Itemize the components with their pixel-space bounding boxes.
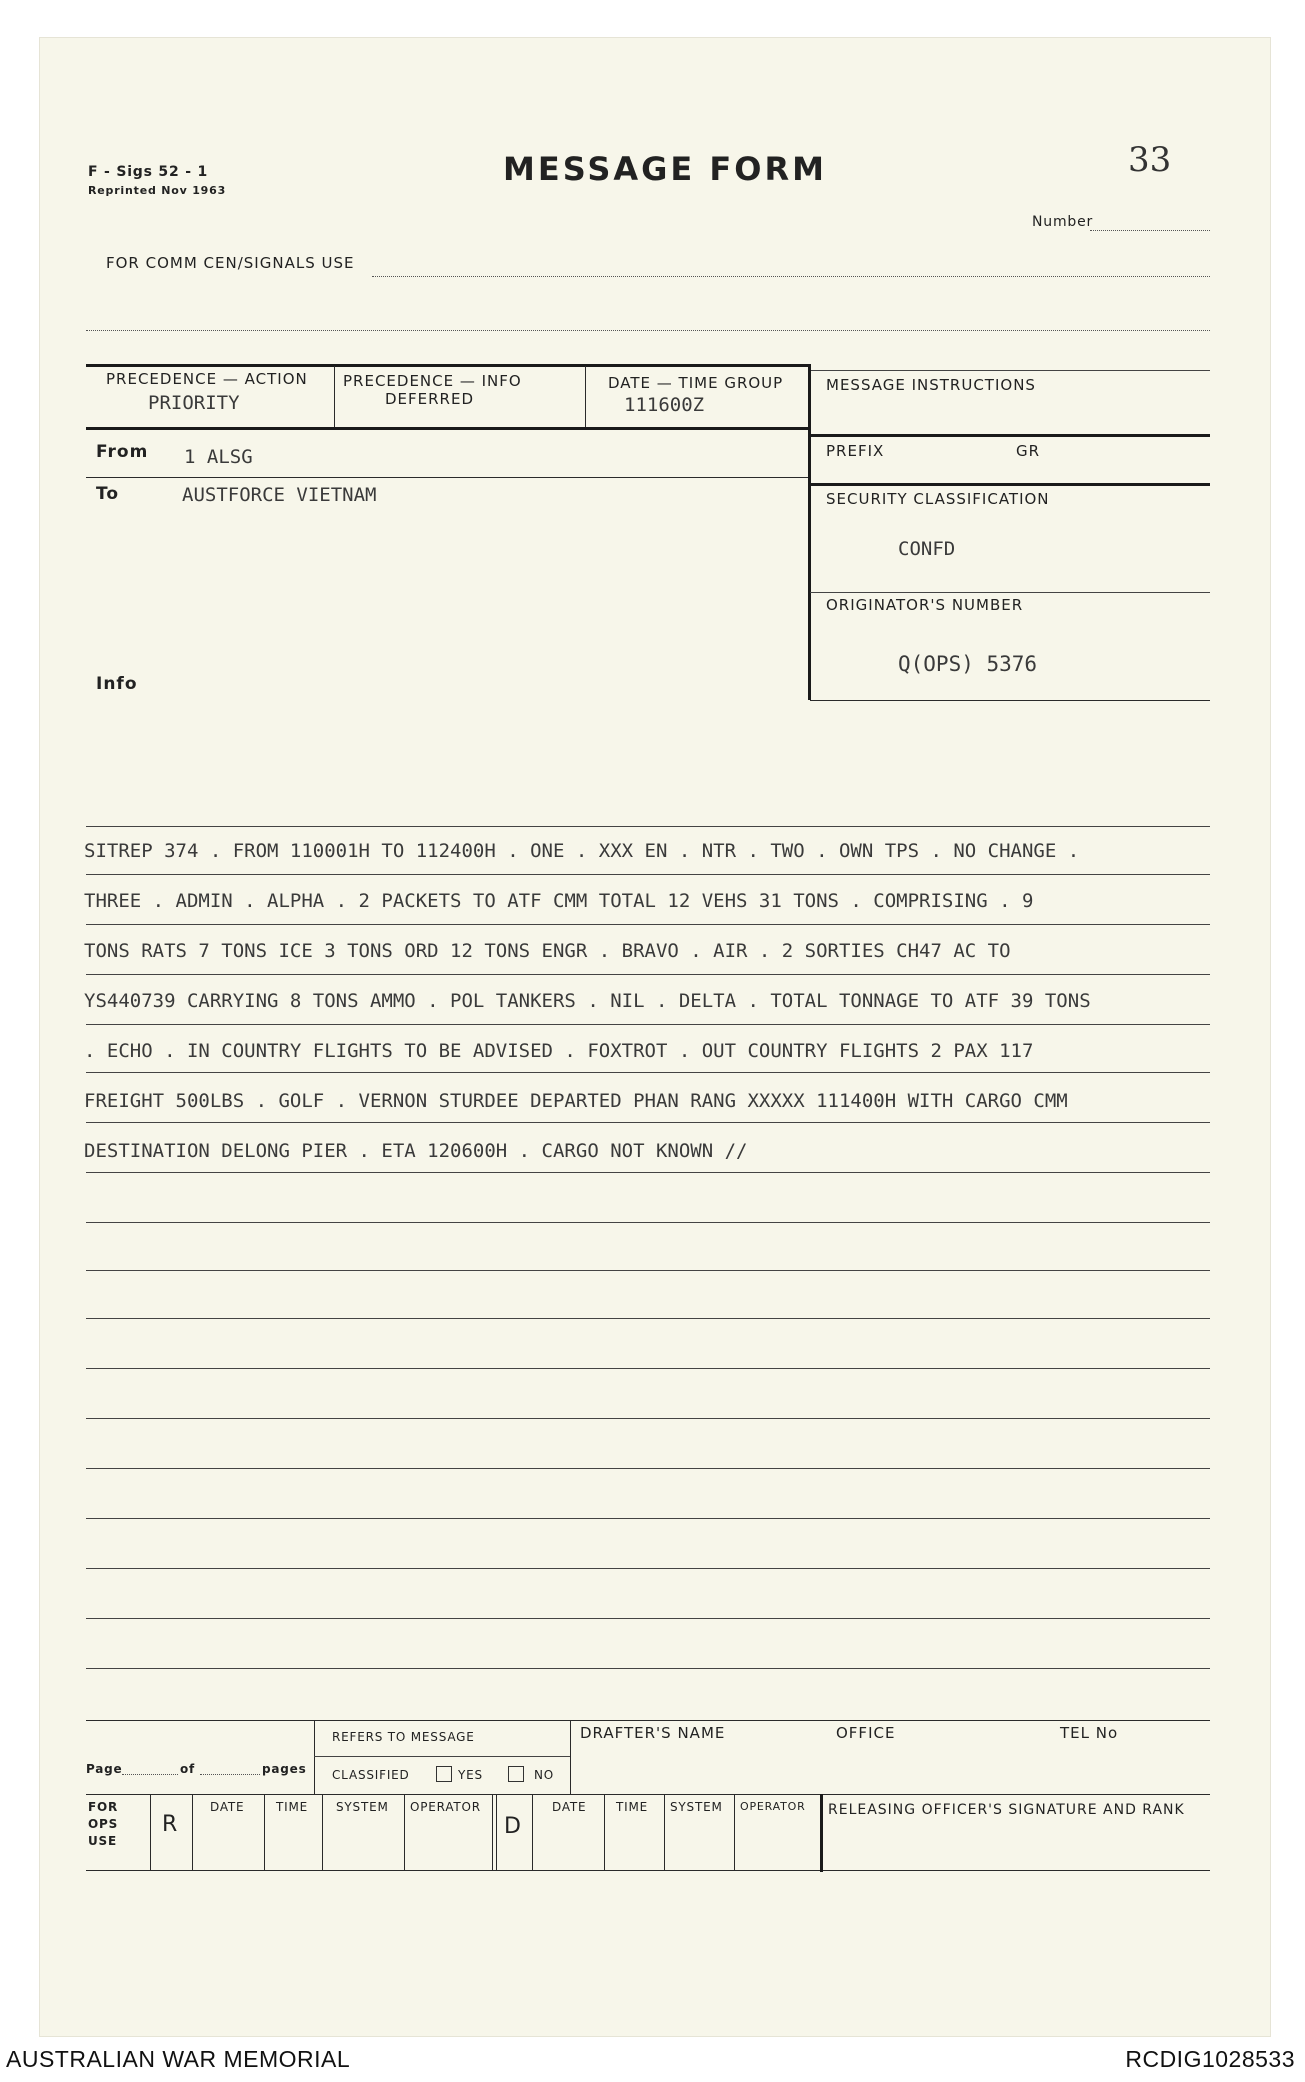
classified-no-label: NO [534, 1768, 555, 1782]
ops-col-9 [664, 1794, 665, 1870]
ops-col-8 [604, 1794, 605, 1870]
classified-yes-label: YES [458, 1768, 483, 1782]
header-bottom-border [86, 427, 810, 430]
d-system-label: SYSTEM [670, 1800, 723, 1814]
ops-block-top [86, 1794, 1210, 1795]
ops-col-6 [492, 1794, 493, 1870]
ops-col-11 [820, 1794, 823, 1872]
ops-col-1 [150, 1794, 151, 1870]
d-label: D [504, 1814, 522, 1839]
body-rule-0 [86, 826, 1210, 827]
footer-archive-name: AUSTRALIAN WAR MEMORIAL [6, 2046, 351, 2072]
message-line-3: TONS RATS 7 TONS ICE 3 TONS ORD 12 TONS ENGR . BRAVO . AIR . 2 SORTIES CH47 AC TO [84, 940, 1011, 962]
classified-no-checkbox[interactable] [508, 1766, 524, 1782]
prefix-top-line [810, 434, 1210, 437]
security-classification-value: CONFD [898, 538, 956, 560]
message-line-2: THREE . ADMIN . ALPHA . 2 PACKETS TO ATF CMM TOTAL 12 VEHS 31 TONS . COMPRISING . 9 [84, 890, 1034, 912]
page-label: Page [86, 1762, 123, 1776]
header-divider-1 [334, 366, 335, 428]
ops-label-use: USE [88, 1834, 117, 1848]
body-rule-1 [86, 874, 1210, 875]
page-number-line [122, 1774, 178, 1775]
footer-record-id: RCDIG1028533 [1125, 2046, 1295, 2072]
form-code: F - Sigs 52 - 1 [88, 164, 209, 180]
ops-label-ops: OPS [88, 1817, 119, 1831]
info-label: Info [96, 674, 138, 694]
to-label: To [96, 484, 120, 504]
body-rule-3 [86, 974, 1210, 975]
number-line [1090, 230, 1210, 231]
header-top-border [86, 364, 810, 367]
originators-number-label: ORIGINATOR'S NUMBER [826, 596, 1024, 614]
handwritten-number: 33 [1128, 140, 1172, 180]
precedence-action-value: PRIORITY [148, 392, 240, 414]
security-top-line [810, 483, 1210, 486]
body-rule-14 [86, 1518, 1210, 1519]
bottom-block-top [86, 1720, 1210, 1721]
ops-col-10 [734, 1794, 735, 1870]
body-rule-9 [86, 1270, 1210, 1271]
ops-col-6b [496, 1794, 497, 1870]
body-rule-11 [86, 1368, 1210, 1369]
precedence-action-label: PRECEDENCE — ACTION [106, 370, 308, 388]
classified-label: CLASSIFIED [332, 1768, 410, 1782]
message-line-1: SITREP 374 . FROM 110001H TO 112400H . ONE . XXX EN . NTR . TWO . OWN TPS . NO CHANGE . [84, 840, 1080, 862]
body-rule-17 [86, 1668, 1210, 1669]
body-rule-4 [86, 1024, 1210, 1025]
body-rule-6 [86, 1122, 1210, 1123]
dtg-label: DATE — TIME GROUP [608, 374, 784, 392]
form-title: MESSAGE FORM [503, 150, 827, 188]
tel-number-label: TEL No [1060, 1724, 1119, 1742]
refers-mid-line [314, 1756, 570, 1757]
instructions-top-line [810, 370, 1210, 371]
header-divider-2 [585, 366, 586, 428]
message-line-5: . ECHO . IN COUNTRY FLIGHTS TO BE ADVISED . FOXTROT . OUT COUNTRY FLIGHTS 2 PAX 117 [84, 1040, 1034, 1062]
refers-divider [570, 1720, 571, 1794]
ops-block-bottom [86, 1870, 1210, 1871]
r-time-label: TIME [276, 1800, 309, 1814]
releasing-officer-label: RELEASING OFFICER'S SIGNATURE AND RANK [828, 1802, 1185, 1818]
r-operator-label: OPERATOR [410, 1800, 481, 1814]
originator-top-line [810, 592, 1210, 593]
ops-col-4 [322, 1794, 323, 1870]
body-rule-8 [86, 1222, 1210, 1223]
prefix-label: PREFIX [826, 442, 885, 460]
ops-col-2 [192, 1794, 193, 1870]
precedence-info-label: PRECEDENCE — INFO [343, 372, 522, 390]
body-rule-5 [86, 1072, 1210, 1073]
classified-yes-checkbox[interactable] [436, 1766, 452, 1782]
body-rule-7 [86, 1172, 1210, 1173]
to-value: AUSTFORCE VIETNAM [182, 484, 377, 506]
body-rule-2 [86, 924, 1210, 925]
comm-cen-line-2 [86, 330, 1210, 331]
right-panel-border [808, 364, 811, 700]
ops-col-7 [532, 1794, 533, 1870]
message-line-7: DESTINATION DELONG PIER . ETA 120600H . CARGO NOT KNOWN // [84, 1140, 748, 1162]
from-value: 1 ALSG [184, 446, 253, 468]
precedence-info-value: DEFERRED [385, 390, 475, 408]
reprinted-note: Reprinted Nov 1963 [88, 184, 227, 197]
pages-label: pages [262, 1762, 307, 1776]
message-instructions-label: MESSAGE INSTRUCTIONS [826, 376, 1036, 394]
message-line-4: YS440739 CARRYING 8 TONS AMMO . POL TANKERS . NIL . DELTA . TOTAL TONNAGE TO ATF 39 TONS [84, 990, 1091, 1012]
from-label: From [96, 442, 149, 462]
body-rule-13 [86, 1468, 1210, 1469]
comm-cen-label: FOR COMM CEN/SIGNALS USE [106, 254, 355, 272]
r-system-label: SYSTEM [336, 1800, 389, 1814]
refers-to-message-label: REFERS TO MESSAGE [332, 1730, 475, 1744]
r-date-label: DATE [210, 1800, 245, 1814]
body-rule-16 [86, 1618, 1210, 1619]
security-classification-label: SECURITY CLASSIFICATION [826, 490, 1050, 508]
dtg-value: 111600Z [624, 394, 705, 416]
of-label: of [180, 1762, 196, 1776]
comm-cen-line [372, 276, 1210, 277]
office-label: OFFICE [836, 1724, 896, 1742]
drafters-name-label: DRAFTER'S NAME [580, 1724, 726, 1742]
page-total-line [200, 1774, 260, 1775]
from-underline [86, 477, 808, 478]
d-time-label: TIME [616, 1800, 649, 1814]
ops-col-5 [404, 1794, 405, 1870]
d-operator-label: OPERATOR [740, 1800, 806, 1813]
ops-label-for: FOR [88, 1800, 119, 1814]
body-rule-12 [86, 1418, 1210, 1419]
gr-label: GR [1016, 442, 1041, 460]
number-label: Number [1032, 214, 1094, 230]
r-label: R [162, 1812, 179, 1837]
body-rule-10 [86, 1318, 1210, 1319]
ops-col-3 [264, 1794, 265, 1870]
right-panel-bottom [810, 700, 1210, 701]
message-line-6: FREIGHT 500LBS . GOLF . VERNON STURDEE DEPARTED PHAN RANG XXXXX 111400H WITH CARGO CMM [84, 1090, 1068, 1112]
d-date-label: DATE [552, 1800, 587, 1814]
originators-number-value: Q(OPS) 5376 [898, 652, 1038, 676]
page-divider [314, 1720, 315, 1794]
body-rule-15 [86, 1568, 1210, 1569]
